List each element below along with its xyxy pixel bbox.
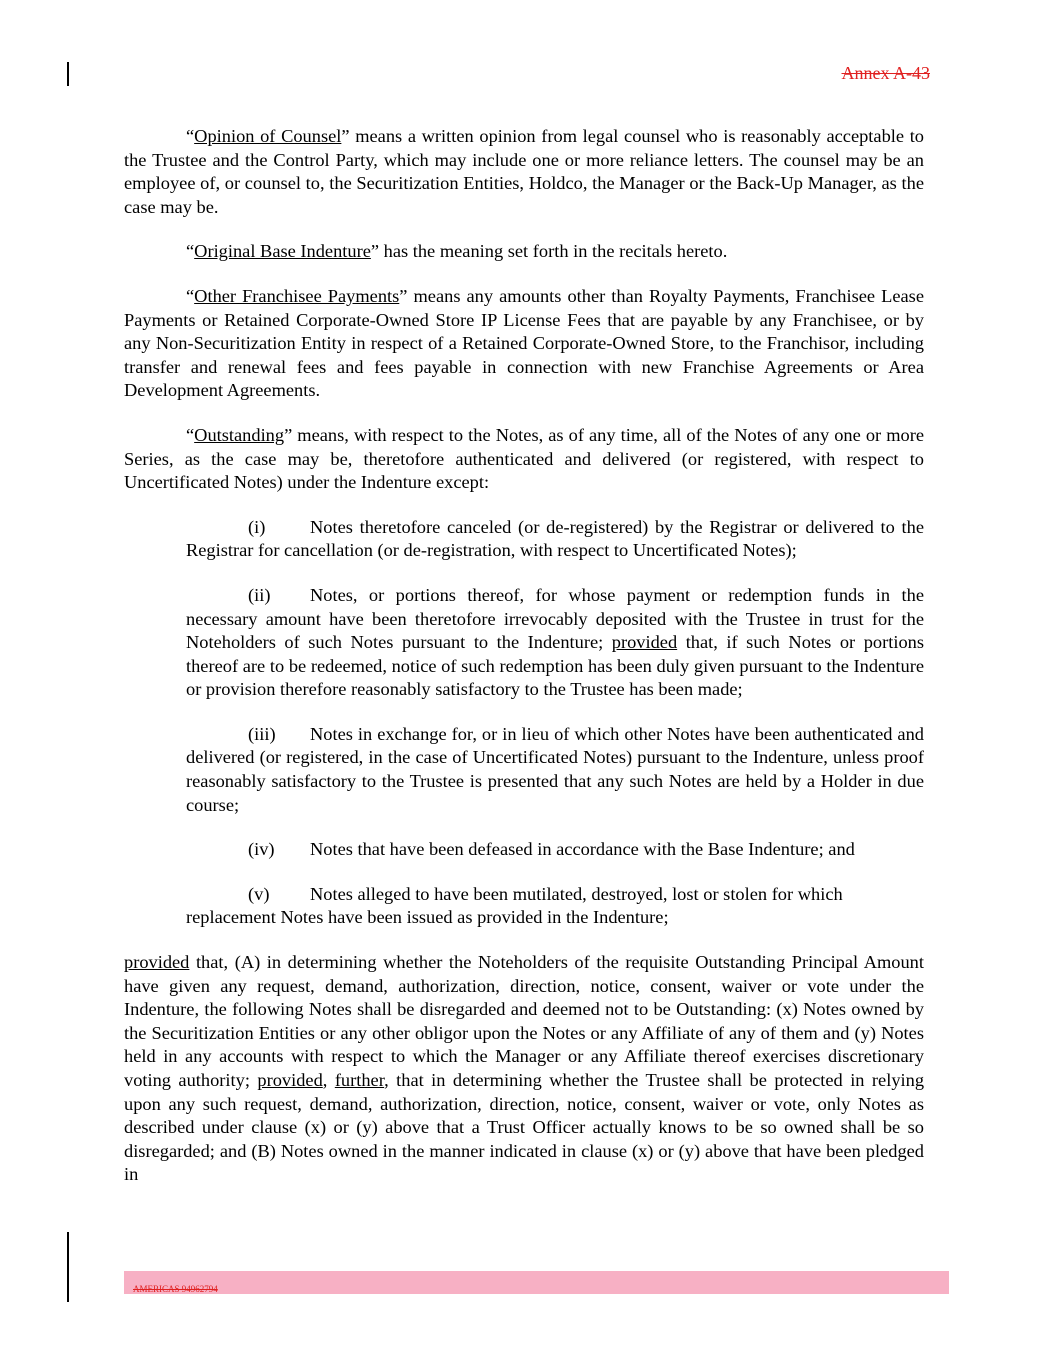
provided-term: provided [611,632,678,653]
item-number: (iv) [248,839,275,860]
item-text: Notes that have been defeased in accordance with the Base Indenture; and [310,839,855,860]
proviso-paragraph [124,951,924,1187]
list-item [186,584,924,702]
provided-term: provided [124,952,190,973]
item-number: (i) [248,516,266,537]
defined-term: Other Franchisee Payments [194,285,400,306]
document-body [124,125,924,1208]
list-item [186,883,924,930]
definition-text: ” means any amounts other than Royalty Payments, Franchisee Lease Payments or Retained Corporate-Owned Store IP License Fees that are payable by any Franchisee, or by any Non-Securitization Entity in respect of a Retained Corporate-Owned Store, to the Franchisor, including transfer and renewal fees and fees payable in connection with new Franchise Agreements or Area Development Agreements. [124,285,924,401]
document-id: AMERICAS 94962794 [133,1284,218,1294]
defined-term: Original Base Indenture [194,241,371,262]
footer-bar [124,1271,949,1294]
definition-other-franchisee-payments: “Other Franchisee Payments” means any amounts other than Royalty Payments, Franchisee Lease Payments or Retained Corporate-Owned Store IP License Fees that are payable by any Franchisee, or by any Non-Securitization Entity in respect of a Retained Corporate-Owned Store, to the Franchisor, including transfer and renewal fees and fees payable in connection with new Franchise Agreements or Area Development Agreements. [124,285,924,401]
definition-outstanding: “Outstanding” means, with respect to the Notes, as of any time, all of the Notes of any one or more Series, as the case may be, theretofore authenticated and delivered (or registered, with respect to Uncertificated Notes) under the Indenture except: [124,424,924,493]
item-number: (iii) [248,723,276,744]
definition-text: ” means a written opinion from legal counsel who is reasonably acceptable to the Trustee and the Control Party, which may include one or more reliance letters. The counsel may be an employee of, or counsel to, the Securitization Entities, Holdco, the Manager or the Back-Up Manager, as the case may be. [124,126,925,217]
list-item [186,723,924,817]
annex-page-label: Annex A-43 [841,63,930,83]
item-number: (ii) [248,584,271,605]
definition-text: ” has the meaning set forth in the recitals hereto. [370,241,728,262]
proviso-text: that, (A) in determining whether the Noteholders of the requisite Outstanding Principal Amount have given any request, demand, authorization, direction, notice, consent, waiver or vote under the Indenture, the following Notes shall be disregarded and deemed not to be Outstanding: (x) Notes owned by the Securitization Entities or any other obligor upon the Notes or any Affiliate of any of them and (y) Notes held in any accounts with respect to which the Manager or any Affiliate thereof exercises discretionary voting authority; [124,952,924,1090]
item-text: Notes theretofore canceled (or de-registered) by the Registrar or delivered to the Registrar for cancellation (or de-registration, with respect to Uncertificated Notes); [186,516,924,561]
item-number: (v) [248,883,270,904]
proviso-comma: , [322,1070,335,1090]
list-item [186,838,924,862]
item-text: Notes, or portions thereof, for whose payment or redemption funds in the necessary amount have been theretofore irrevocably deposited with the Trustee in trust for the Noteholders of such Notes pursuant to the Indenture; [186,584,924,653]
proviso-text-continued: , that in determining whether the Trustee shall be protected in relying upon any such request, demand, authorization, direction, notice, consent, waiver or vote, only Notes as described under clause (x) or (y) above that a Trust Officer actually knows to be so owned shall be so disregarded; and (B) Notes owned in the manner indicated in clause (x) or (y) above that have been pledged in [124,1070,925,1185]
definition-text: ” means, with respect to the Notes, as of any time, all of the Notes of any one or more Series, as the case may be, theretofore authenticated and delivered (or registered, with respect to Uncertificated Notes) under the Indenture except: [124,424,924,493]
change-bar-top [67,62,69,86]
change-bar-bottom [67,1232,69,1302]
definition-opinion-of-counsel: “Opinion of Counsel” means a written opinion from legal counsel who is reasonably acceptable to the Trustee and the Control Party, which may include one or more reliance letters. The counsel may be an employee of, or counsel to, the Securitization Entities, Holdco, the Manager or the Back-Up Manager, as the case may be. [124,126,925,217]
further-term: further [334,1070,385,1090]
defined-term: Outstanding [194,424,285,445]
item-text-continued: that, if such Notes or portions thereof are to be redeemed, notice of such redemption has been duly given pursuant to the Indenture or provision therefore reasonably satisfactory to the Trustee has been made; [186,632,924,700]
item-text: Notes alleged to have been mutilated, destroyed, lost or stolen for which replacement Notes have been issued as provided in the Indenture; [186,883,843,928]
provided-term: provided [257,1070,323,1090]
list-item [186,516,924,563]
defined-term: Opinion of Counsel [194,126,342,146]
item-text: Notes in exchange for, or in lieu of which other Notes have been authenticated and delivered (or registered, in the case of Uncertificated Notes) pursuant to the Indenture, unless proof reasonably satisfactory to the Trustee is presented that any such Notes are held by a Holder in due course; [186,723,924,815]
definition-original-base-indenture: “Original Base Indenture” has the meaning set forth in the recitals hereto. [186,241,728,262]
